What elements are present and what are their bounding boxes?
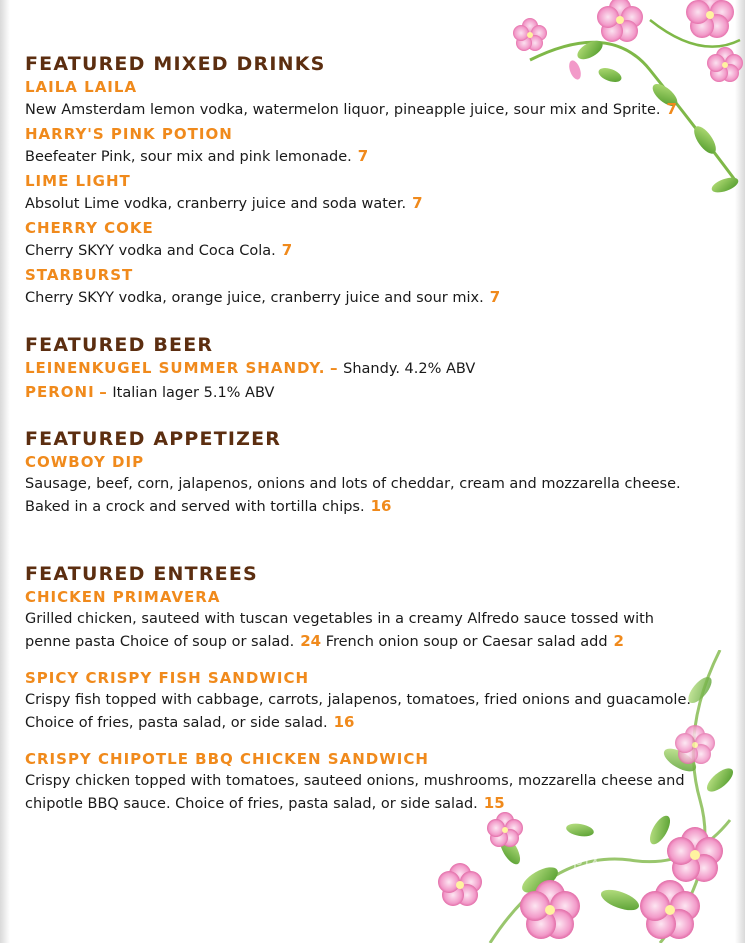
item-price: 24 — [300, 632, 322, 650]
menu-item-spicy-crispy-fish-sandwich — [25, 667, 715, 734]
item-extra: French onion soup or Caesar salad add — [325, 634, 608, 650]
item-price: 7 — [666, 100, 677, 118]
item-name: PERONI — [25, 383, 95, 401]
menu-item-crispy-chipotle-bbq-chicken-sandwich — [25, 748, 715, 815]
item-description: Italian lager 5.1% ABV — [112, 385, 275, 401]
item-name: LIME LIGHT — [25, 172, 131, 190]
item-description: New Amsterdam lemon vodka, watermelon liquor, pineapple juice, sour mix and Sprite. 7 — [25, 100, 677, 118]
item-description: Sausage, beef, corn, jalapenos, onions and lots of cheddar, cream and mozzarella cheese. Baked in a crock and served with tortilla chips. 16 — [25, 476, 681, 515]
menu-item-laila-laila — [25, 76, 715, 121]
section-heading-entrees: FEATURED ENTREES — [25, 563, 258, 585]
item-description: Crispy chicken topped with tomatoes, sauteed onions, mushrooms, mozzarella cheese and chipotle BBQ sauce. Choice of fries, pasta salad, or side salad. 15 — [25, 773, 685, 812]
menu-item-peroni: PERONI – Italian lager 5.1% ABV — [25, 383, 275, 401]
item-name: CHICKEN PRIMAVERA — [25, 588, 221, 606]
menu-item-cowboy-dip — [25, 451, 715, 518]
item-price: 7 — [281, 241, 293, 259]
item-price: 7 — [357, 147, 369, 165]
menu-item-lime-light — [25, 170, 715, 215]
menu-item-leinenkugel: LEINENKUGEL SUMMER SHANDY. – Shandy. 4.2% ABV — [25, 359, 476, 377]
menu-item-harrys-pink-potion — [25, 123, 715, 168]
item-price: 7 — [489, 288, 501, 306]
item-name: STARBURST — [25, 266, 134, 284]
item-price: 16 — [370, 497, 392, 515]
item-description: Cherry SKYY vodka and Coca Cola. 7 — [25, 241, 293, 259]
item-description: Beefeater Pink, sour mix and pink lemonade. 7 — [25, 147, 369, 165]
menu-item-starburst — [25, 264, 715, 309]
item-name: SPICY CRISPY FISH SANDWICH — [25, 669, 310, 687]
section-heading-appetizer: FEATURED APPETIZER — [25, 428, 282, 450]
watermark-text: menupix — [520, 850, 602, 870]
item-description: Grilled chicken, sauteed with tuscan vegetables in a creamy Alfredo sauce tossed with penne pasta Choice of soup or salad. 24 French onion soup or Caesar salad add 2 — [25, 611, 654, 650]
item-extra-price: 2 — [613, 632, 624, 650]
menu-item-chicken-primavera — [25, 586, 715, 653]
item-name: LAILA LAILA — [25, 78, 138, 96]
menu-content — [25, 52, 715, 817]
page-edge-left — [0, 0, 10, 943]
item-name: CRISPY CHIPOTLE BBQ CHICKEN SANDWICH — [25, 750, 429, 768]
item-price: 7 — [412, 194, 423, 212]
item-name: LEINENKUGEL SUMMER SHANDY. — [25, 359, 326, 377]
item-description: Cherry SKYY vodka, orange juice, cranberry juice and sour mix. 7 — [25, 288, 501, 306]
item-price: 16 — [333, 713, 355, 731]
section-heading-drinks: FEATURED MIXED DRINKS — [25, 53, 326, 75]
menu-item-cherry-coke — [25, 217, 715, 262]
item-description: Crispy fish topped with cabbage, carrots, jalapenos, tomatoes, fried onions and guacamole. Choice of fries, pasta salad, or side salad. 16 — [25, 692, 691, 731]
item-description: Shandy. 4.2% ABV — [343, 361, 476, 377]
item-price: 15 — [483, 794, 505, 812]
item-name: COWBOY DIP — [25, 453, 145, 471]
item-description: Absolut Lime vodka, cranberry juice and soda water. 7 — [25, 194, 423, 212]
item-name: HARRY'S PINK POTION — [25, 125, 233, 143]
section-heading-beer: FEATURED BEER — [25, 334, 214, 356]
item-name: CHERRY COKE — [25, 219, 154, 237]
